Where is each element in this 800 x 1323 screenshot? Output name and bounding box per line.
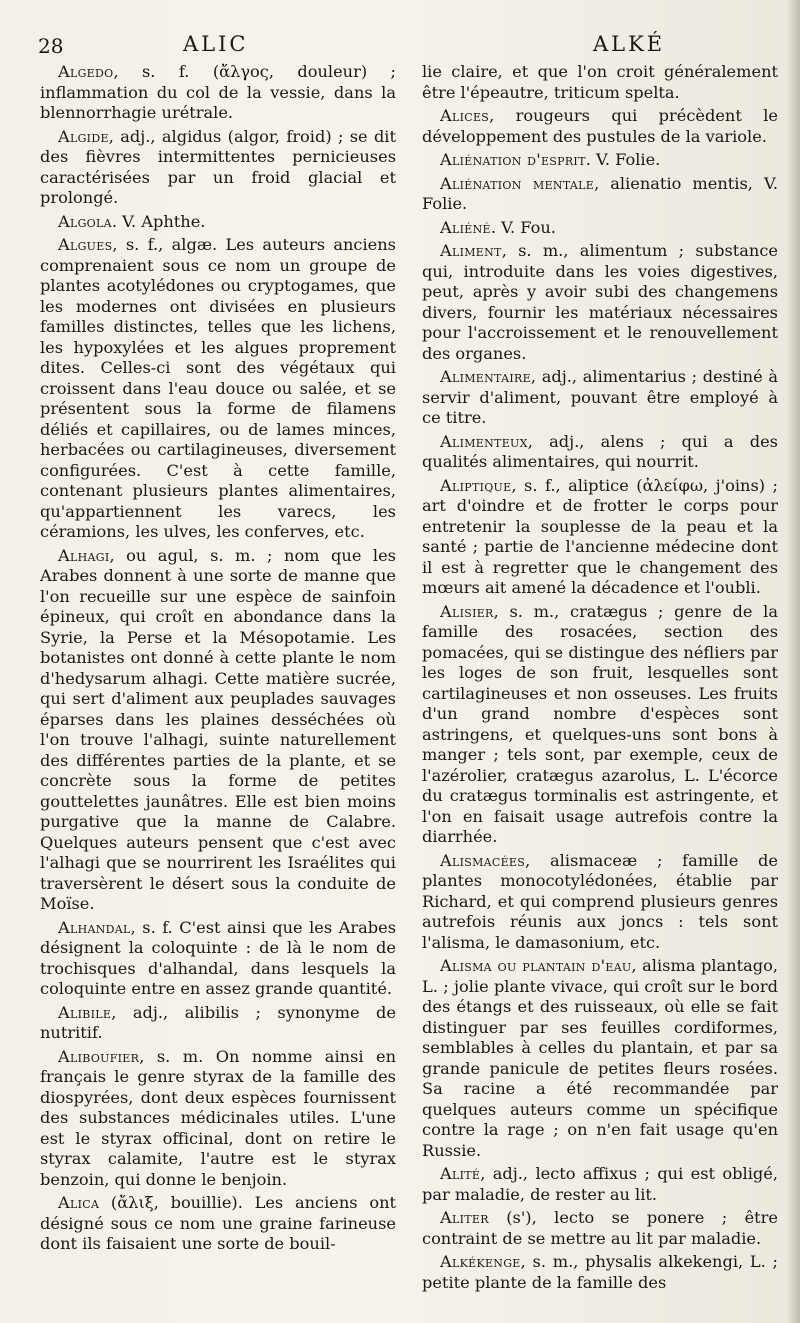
dictionary-entry [40,212,396,233]
entry-definition: , s. f. C'est ainsi que les Arabes désignent la coloquinte : de là le nom de trochisques d'alhandal, dans lesquels la coloquinte entre en assez grande quantité. [40,917,396,998]
entry-headword: Alica [58,1193,100,1212]
entry-headword: Alhandal [58,917,131,937]
dictionary-entry [40,546,396,915]
dictionary-entry [40,1047,396,1191]
left-guide-word: ALIC [183,32,249,56]
entry-definition: , s. m., alimentum ; substance qui, introduite dans les voies digestives, peut, après y avoir subi des changemens divers, fournir les matériaux nécessaires pour l'accroissement et le renouvellement des organes. [422,241,778,363]
entry-headword: Alisma ou plantain d'eau [440,956,632,975]
entry-definition: , adj., algidus (algor, froid) ; se dit des fièvres intermittentes pernicieuses caractérisées par un froid glacial et prolongé. [40,126,396,207]
dictionary-entry [422,602,778,848]
entry-definition: , adj., alens ; qui a des qualités alimentaires, qui nourrit. [422,431,778,471]
dictionary-entry [422,956,778,1161]
entry-definition: , alismaceæ ; famille de plantes monocotylédonées, établie par Richard, et qui comprend plusieurs genres autrefois réunis aux joncs : tels sont l'alisma, le damasonium, etc. [422,850,778,952]
dictionary-entry [422,1208,778,1249]
dictionary-entry [422,241,778,364]
right-column [422,62,778,1296]
entry-headword: Alkékenge [440,1252,521,1271]
entry-definition: , s. m. On nomme ainsi en français le genre styrax de la famille des diospyrées, dont deux espèces fournissent des substances médicinales utiles. L'une est le styrax officinal, dont on retire le styrax calamite, l'autre est le styrax benzoin, qui donne le benjoin. [40,1046,396,1189]
entry-headword: Aliter [440,1208,489,1227]
dictionary-entry [40,62,396,124]
dictionary-entry [40,1003,396,1044]
entry-headword: Aliboufier [58,1046,140,1066]
entry-definition: . V. Folie. [585,150,661,169]
left-column [40,62,396,1258]
entry-definition: , s. f., algæ. Les auteurs anciens comprenaient sous ce nom un groupe de plantes acotylédones ou cryptogames, que les modernes ont divisées en plusieurs familles distinctes, telles que les lichens, les hypoxylées et les algues proprement dites. Celles-ci sont des végétaux qui croissent dans l'eau douce ou salée, et se présentent sous la forme de filamens déliés et capillaires, ou de lames minces, herbacées ou cartilagineuses, diversement configurées. C'est à cette famille, contenant plusieurs plantes alimentaires, qu'appartiennent les varecs, les céramions, les ulves, les conferves, etc. [40,235,396,541]
entry-definition: , rougeurs qui précèdent le développement des pustules de la variole. [422,106,778,146]
entry-headword: Aliptique [440,475,512,495]
entry-headword: Algedo [58,62,114,81]
entry-definition: (ἄλιξ, bouillie). Les anciens ont désigné sous ce nom une graine farineuse dont ils faisaient une sorte de bouil- [40,1193,396,1253]
entry-headword: Alhagi [58,545,110,565]
entry-headword: Alité [440,1164,481,1183]
entry-headword: Alibile [58,1002,112,1022]
entry-definition: . V. Fou. [490,217,556,237]
dictionary-entry [422,106,778,147]
entry-headword: Alimentaire [440,367,531,386]
entry-headword: Algola [58,211,112,231]
dictionary-entry [422,1164,778,1205]
entry-definition: , s. m., cratægus ; genre de la famille des rosacées, section des pomacées, qui se distingue des néfliers par les loges de son fruit, lesquelles sont cartilagineuses et non osseuses. Les fruits d'un grand nombre d'espèces sont astringens, et quelques-uns sont bons à manger ; tels sont, par exemple, ceux de l'azérolier, cratægus azarolus, L. L'écorce du cratægus torminalis est astringente, et l'on en faisait usage autrefois contre la diarrhée. [422,601,778,846]
entry-definition: , alienatio mentis, V. Folie. [422,173,778,213]
dictionary-entry [40,127,396,209]
dictionary-entry [40,235,396,543]
dictionary-entry [40,918,396,1000]
entry-headword: Alismacées [440,850,526,870]
entry-headword: Aliénation d'esprit [440,150,586,169]
entry-definition: , ou agul, s. m. ; nom que les Arabes donnent à une sorte de manne que l'on recueille sur une espèce de sainfoin épineux, qui croît en abondance dans la Syrie, la Perse et la Mésopotamie. Les botanistes ont donné à cette plante le nom d'hedysarum alhagi. Cette matière sucrée, qui sert d'aliment aux peuplades sauvages éparses dans les plaines desséchées où l'on trouve l'alhagi, suinte naturellement des différentes parties de la plante, et se concrète sous la forme de petites gouttelettes jaunâtres. Elle est bien moins purgative que la manne de Calabre. Quelques auteurs pensent que c'est avec l'alhagi que se nourrirent les Israélites qui traversèrent le désert sous la conduite de Moïse. [40,545,396,913]
page-number: 28 [38,34,64,58]
dictionary-entry [422,367,778,429]
entry-headword: Aliénation mentale [440,173,595,193]
entry-definition: lie claire, et que l'on croit généralement être l'épeautre, triticum spelta. [422,62,778,102]
dictionary-entry [422,432,778,473]
dictionary-entry [422,174,778,215]
entry-definition: , alisma plantago, L. ; jolie plante vivace, qui croît sur le bord des étangs et des ruisseaux, où elle se fait distinguer par ses feuilles cordiformes, semblables à celles du plantain, et par sa grande panicule de petites fleurs rosées. Sa racine a été recommandée par quelques auteurs comme un spécifique contre la rage ; on n'en fait usage qu'en Russie. [422,956,778,1160]
entry-definition: , s. m., physalis alkekengi, L. ; petite plante de la famille des [422,1252,778,1292]
entry-headword: Aliment [440,241,502,260]
dictionary-entry [422,62,778,103]
entry-definition: (s'), lecto se ponere ; être contraint de se mettre au lit par maladie. [422,1208,778,1248]
entry-headword: Alisier [440,601,494,621]
entry-headword: Algues [58,235,113,254]
entry-headword: Alices [440,106,490,125]
entry-definition: . V. Aphthe. [111,211,206,231]
dictionary-entry [422,476,778,599]
entry-headword: Aliéné [440,217,491,237]
dictionary-entry [40,1193,396,1255]
entry-headword: Algide [58,126,109,146]
entry-definition: , s. f., aliptice (ἀλείφω, j'oins) ; art d'oindre et de frotter le corps pour entretenir la souplesse de la peau et la santé ; partie de l'ancienne médecine dont il est à regretter que le changement des mœurs ait amené la décadence et l'oubli. [422,475,778,597]
entry-definition: , adj., alibilis ; synonyme de nutritif. [40,1002,396,1042]
right-guide-word: ALKÉ [593,32,666,56]
entry-definition: , s. f. (ἄλγος, douleur) ; inflammation du col de la vessie, dans la blennorrhagie urétrale. [40,62,396,122]
page-edge-shadow [786,0,800,1323]
entry-definition: , adj., alimentarius ; destiné à servir d'aliment, pouvant être employé à ce titre. [422,367,778,427]
dictionary-entry [422,1252,778,1293]
entry-headword: Alimenteux [440,431,528,451]
dictionary-entry [422,851,778,954]
dictionary-entry [422,150,778,171]
entry-definition: , adj., lecto affixus ; qui est obligé, par maladie, de rester au lit. [422,1164,778,1204]
running-header [38,30,778,60]
dictionary-entry [422,218,778,239]
